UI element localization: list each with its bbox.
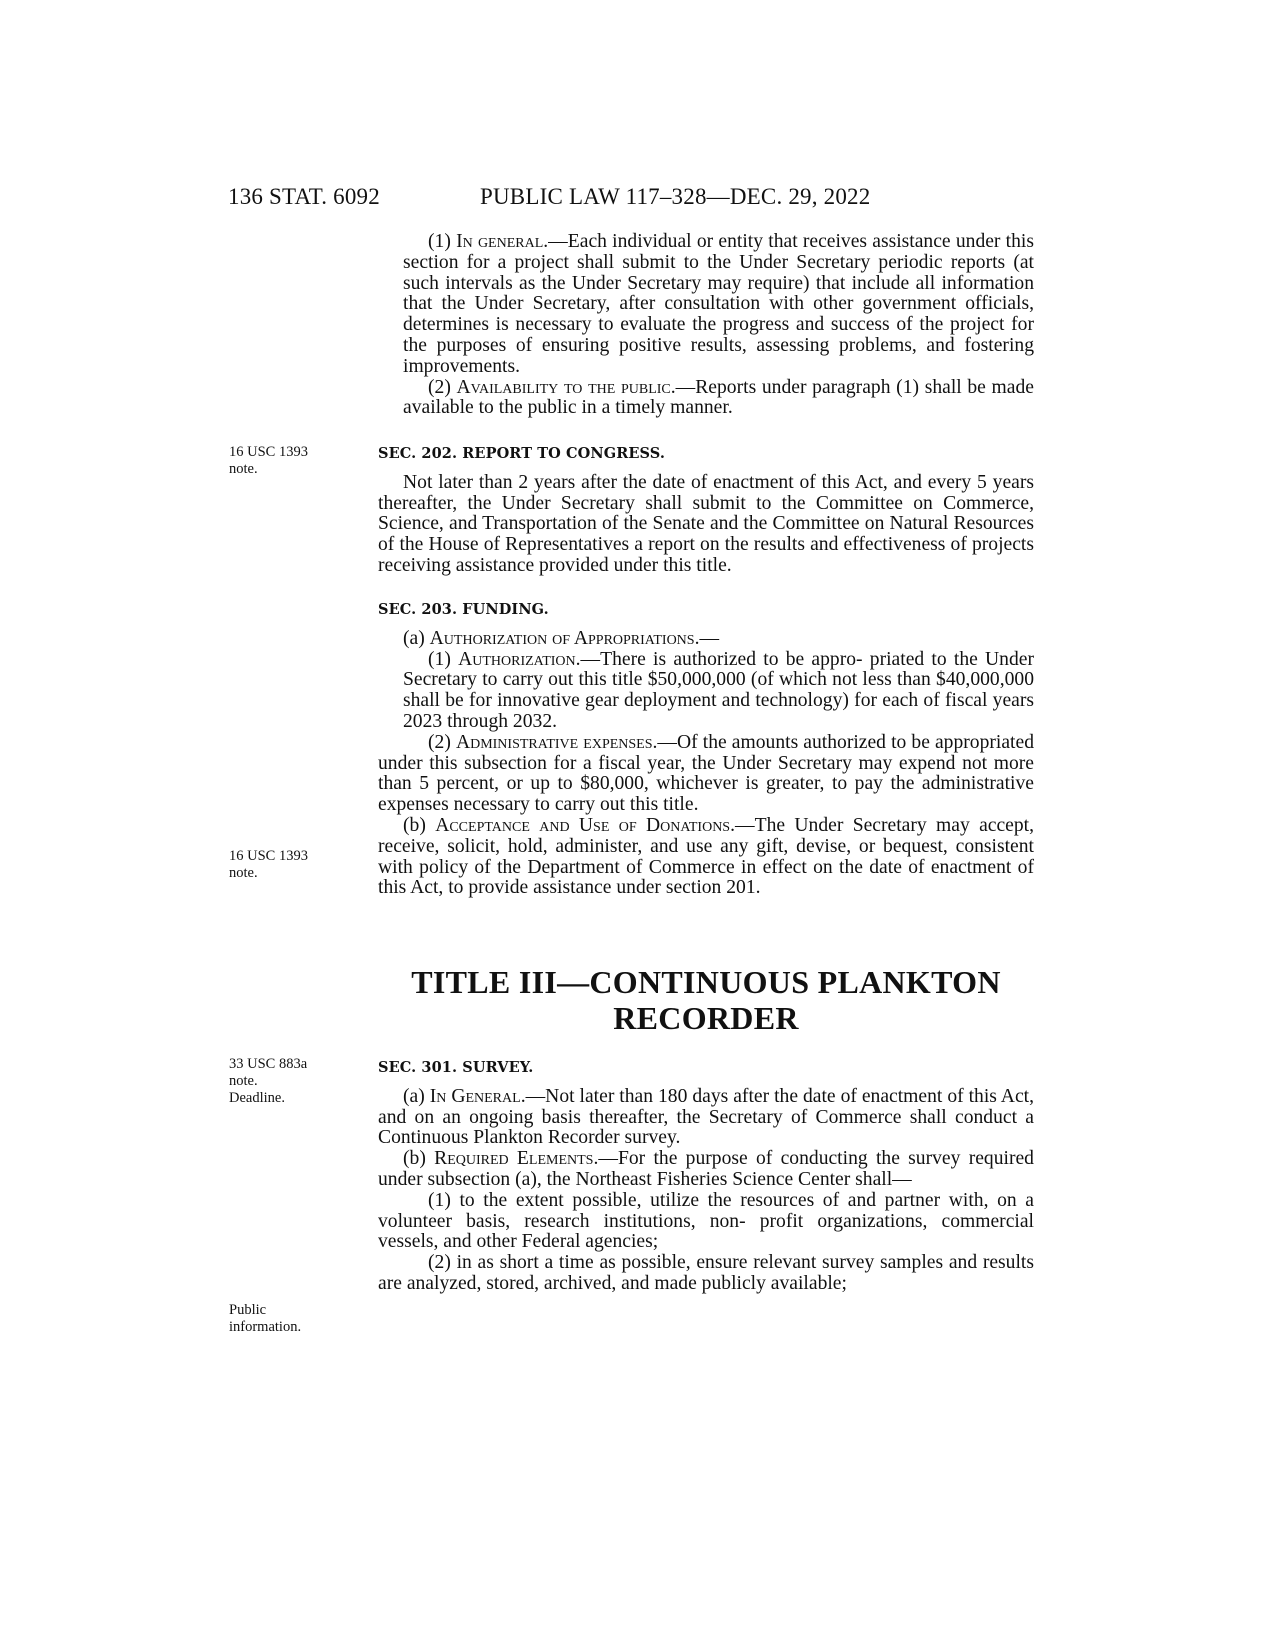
section-heading: SEC. 203. FUNDING. — [378, 601, 549, 618]
section-text: Not later than 2 years after the date of enactment of this Act, and every 5 years thereafter, the Under Secretary shall submit to the Committee on Commerce, Science, and Transportation of the Senate and the Committee on Natural Resources of the House of Representatives a report on the results and effectiveness of projects receiving assistance provided under this title. — [378, 471, 1034, 576]
subsection-a-general: (a) In General.—Not later than 180 days after the date of enactment of this Act, and on an ongoing basis thereafter, the Secretary of Commerce shall conduct a Continuous Plankton Recorder survey. — [378, 1085, 1034, 1149]
paragraph-heading: In general — [456, 231, 544, 252]
margin-note: Public information. — [229, 1302, 302, 1335]
margin-note: 16 USC 1393 note. — [229, 444, 308, 477]
page-stat-number: 136 STAT. 6092 — [228, 184, 380, 209]
margin-note: 33 USC 883a note. Deadline. — [229, 1056, 308, 1106]
paragraph-heading: Availability to the public — [456, 376, 671, 398]
running-header: PUBLIC LAW 117–328—DEC. 29, 2022 — [480, 184, 871, 209]
paragraph-2-admin-expenses: (2) Administrative expenses.—Of the amounts authorized to be appropriated under this subsection for a fiscal year, the Under Secretary may expend not more than 5 percent, or up to $80,000, whichever is greater, to pay the administrative expenses necessary to carry out this title. — [378, 731, 1034, 816]
margin-note: 16 USC 1393 note. — [229, 848, 308, 881]
paragraph-1-partners: (1) to the extent possible, utilize the resources of and partner with, on a volunteer basis, research institutions, non- profit organizations, commercial vessels, and other Federal agencies; — [378, 1189, 1034, 1253]
section-heading: SEC. 301. SURVEY. — [378, 1059, 534, 1076]
subsection-b-required: (b) Required Elements.—For the purpose of conducting the survey required under subsection (a), the Northeast Fisheries Science Center shall— — [378, 1148, 1034, 1190]
title-heading: TITLE III—CONTINUOUS PLANKTON RECORDER — [411, 964, 1001, 1036]
paragraph-2-availability: (2) Availability to the public.—Reports under paragraph (1) shall be made available to the public in a timely manner. — [403, 376, 1034, 419]
subsection-a: (a) Authorization of Appropriations.— — [403, 627, 720, 649]
subsection-b-donations: (b) Acceptance and Use of Donations.—The Under Secretary may accept, receive, solicit, hold, administer, and use any gift, devise, or bequest, consistent with policy of the Department of Commerce in effect on the date of enactment of this Act, to provide assistance under section 201. — [378, 814, 1034, 899]
section-heading: SEC. 202. REPORT TO CONGRESS. — [378, 445, 665, 462]
reports-block — [378, 232, 1034, 419]
section-202 — [378, 444, 1034, 577]
paragraph-1-in-general: (1) In general.—Each individual or entity that receives assistance under this section for a project shall submit to the Under Secretary periodic reports (at such intervals as the Under Secretary may require) that include all information that the Under Secretary, after consultation with other government officials, determines is necessary to evaluate the progress and success of the project for the purposes of ensuring positive results, assessing problems, and fostering improvements. — [403, 231, 1034, 377]
paragraph-1-authorization: (1) Authorization.—There is authorized to be appro- priated to the Under Secretary to carry out this title $50,000,000 (of which not less than $40,000,000 shall be for innovative gear deployment and technology) for each of fiscal years 2023 through 2032. — [403, 648, 1035, 732]
paragraph-2-publish: (2) in as short a time as possible, ensure relevant survey samples and results are analyzed, stored, archived, and made publicly available; — [378, 1252, 1034, 1294]
section-301 — [378, 1058, 1034, 1295]
section-203 — [378, 600, 1034, 899]
